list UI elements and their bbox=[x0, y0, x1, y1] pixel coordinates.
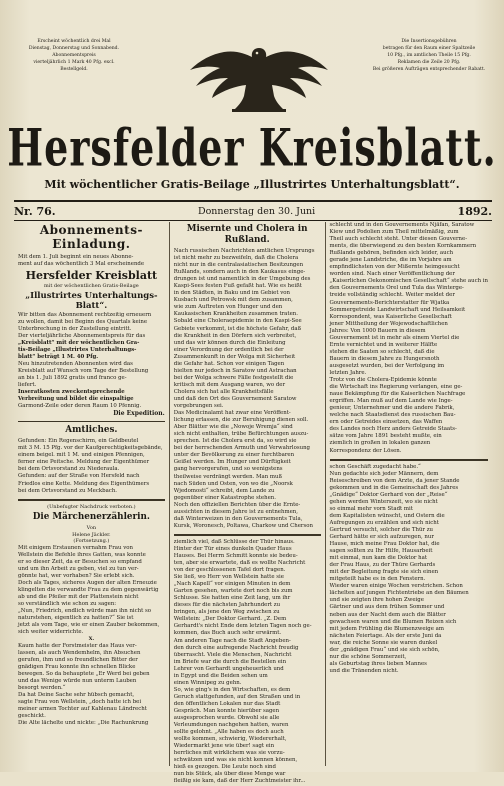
text-line: gerade jene Landstriche, die im Vorjahre am bbox=[329, 257, 452, 264]
issue-bar bbox=[14, 200, 492, 221]
text-line: Mit dem 1. Juli beginnt ein neues Abonne- bbox=[18, 254, 134, 260]
fees-line: Reklamen die Zeile 20 Pfg. bbox=[397, 60, 461, 65]
text-line: sprechen. Ist die Cholera erst da, so wird sie bbox=[173, 438, 297, 445]
text-line: Am anderen Tage nach die Stadt Angeben- bbox=[173, 637, 291, 644]
text-line: Gertrud versucht, solcher die Thür zu bbox=[329, 526, 434, 533]
text-line: „Gnädige“ Doktor Gerhard von der „Reise“ bbox=[329, 491, 448, 498]
text-line: stehen die Saaten so schlecht, daß die bbox=[329, 348, 435, 355]
text-line: theilweise verdrängt werden. Man muß bbox=[173, 473, 283, 480]
cholera-heading: Misernte und Cholera in Rußland. bbox=[186, 224, 308, 245]
text-line: empfindlichsten von der Mißernte heimgesucht bbox=[329, 264, 460, 271]
column-2 bbox=[169, 222, 325, 785]
text-line: Das Medicinalamt hat zwar eine Veröffent- bbox=[173, 410, 291, 417]
text-line: die Krankheit in den Dörfern sich verbreitet, bbox=[173, 332, 297, 339]
text-line: „Nun, Friedrich, endlich würde man ihn nicht so bbox=[18, 608, 152, 615]
text-line: gnädigen Frau konnte ihn schnellen Blicke bbox=[18, 663, 136, 670]
text-line: sätze vom Jahre 1891 besteht mußte, ein bbox=[329, 433, 442, 440]
text-line: letzten Jahre. bbox=[329, 369, 367, 376]
text-line: Wiedermarkt jene wie über! sagt ein bbox=[173, 743, 275, 750]
beilage-name: „Illustrirtes Unterhaltungs-Blatt“. bbox=[25, 290, 158, 311]
with-beilage: mit der wöchentlichen Gratis-Beilage bbox=[43, 283, 139, 290]
nachdruck-note: (Unbefugter Nachdruck verboten.) bbox=[47, 503, 136, 510]
text-line: jener Mittheilung der Wojewodschaftlichen bbox=[329, 320, 448, 327]
story-by: Von bbox=[86, 525, 97, 532]
text-line: Gebiete verkommt, ist die höchste Gefahr, daß bbox=[173, 325, 302, 332]
text-line: dem Kapitalisten wünscht, und Ostern die bbox=[329, 512, 445, 519]
text-line: lassen, als auch Wendemhelm, ihn Absuchen bbox=[18, 649, 141, 656]
text-line: und die Tränenden nicht. bbox=[329, 667, 399, 674]
insertion-fees-info bbox=[370, 38, 488, 73]
text-line: und sie zeigten ihre hohen Zweige bbox=[329, 597, 424, 604]
text-line: Neu hinzutretenden Abonnenten wird das bbox=[18, 360, 133, 367]
text-line: So, wie ging's in den Wirtschaften, es dem bbox=[173, 686, 291, 693]
text-line: gewachsen waren und die Blumen Reizen sich bbox=[329, 618, 457, 625]
text-line: Ernte vernichtet und in weiterer Hälfte bbox=[329, 341, 438, 348]
text-line: jetzt als vom Tage, wie er einen Zauber bekommen, bbox=[18, 622, 160, 629]
text-line: als Geburtstag ihres lieben Mannes bbox=[329, 660, 427, 667]
fees-line: Die Insertionsgebühren bbox=[401, 39, 457, 44]
text-line: Kaukasischen Krankheiten zusammen traten. bbox=[173, 311, 298, 318]
text-line: Kusbach und Petrowsk mit dem zusammen, bbox=[173, 297, 293, 304]
text-line: schlecht und in den Gouvernements Njäfan, Saratow bbox=[329, 222, 475, 228]
text-line: Hinter der Tür eines dunkeln Quader Haus bbox=[173, 545, 292, 552]
text-line: mit 3 M. 15 Pfg. vor der Kaufgerechtigkeitsgebände, bbox=[18, 445, 163, 452]
text-line: ausgesprochen wurde. Obwohl sie alle bbox=[173, 715, 280, 722]
text-line: sollte gelohnt. „Alle haben es doch auch bbox=[173, 729, 284, 736]
text-line: von der geschlossenen Tafel dort fragen. bbox=[173, 567, 286, 574]
text-line: ern oder Getreides einsetzen, das Waffen bbox=[329, 419, 443, 426]
text-line: Rußlands gehören, befinden sich leider, auch bbox=[329, 250, 454, 257]
text-line: Gouvernement ist in mehr als einem Viertel die bbox=[329, 334, 460, 341]
text-line: Verleumdungen nachgehen hatten, waren bbox=[173, 722, 289, 729]
text-line: des Landes noch Herz anders Getreide Staats- bbox=[329, 426, 457, 433]
text-line: geschickt. bbox=[18, 713, 46, 720]
text-line: Verbreitung und bildet die einspaltige bbox=[18, 396, 134, 403]
text-line: den Gouvernements Orel und Tula das Winterge- bbox=[329, 285, 464, 292]
text-line: Lehrer von Gerhardt ungeheuerlich und bbox=[173, 665, 284, 672]
text-line: überrascht. Viele die Menschen, Nachricht bbox=[173, 651, 292, 658]
text-line: Mit einigem Erstaunen vernahm Frau von bbox=[18, 544, 133, 551]
text-line: Korrespondent, was Kaiserliche Gesellschaft bbox=[329, 313, 452, 320]
text-line: worden sind. Nach einer Veröffentlichung der bbox=[329, 271, 455, 278]
text-line: Schlusse. Sie hatten eine Zeit lang, um ihr bbox=[173, 595, 291, 602]
text-line: Jahres: Von 1000 Bauern in diesem bbox=[329, 327, 426, 334]
text-line: lichung erlassen, die zur Beruhigung dienen soll. bbox=[173, 417, 309, 424]
issue-number: Nr. 76. bbox=[14, 204, 56, 218]
text-line: Wellstein: „Der Doktor Gerhard. „Z. Dem bbox=[173, 616, 287, 623]
text-line: an bis 1. Juli 1892 gratis und franco ge- bbox=[18, 375, 127, 382]
text-line: nicht nur in die centralasiatischen Besitzungen bbox=[173, 262, 304, 269]
text-line: und um ihn Arbeit zu geben, viel zu tun ver- bbox=[18, 565, 139, 572]
text-line: Kiew und Podolien zum Theil mittelmäßig, zum bbox=[329, 229, 459, 236]
fees-line: betragen für den Raum einer Spaltzeile bbox=[382, 46, 476, 51]
text-line: Die Alte lächelte und nickte: „Die Rachunkrung bbox=[18, 720, 149, 727]
text-line: Kaspi-Sees festen Fuß gefaßt hat. Wie es heißt bbox=[173, 283, 302, 290]
text-line: Gefunden: Ein Regenschirm, ein Geldbeutel bbox=[18, 438, 139, 445]
text-line: schwätzen und was sie nicht kennen können, bbox=[173, 757, 298, 764]
divider bbox=[18, 499, 165, 501]
text-line: hielten nur jedoch in Saratow und Astrachan bbox=[173, 367, 297, 374]
subscription-info bbox=[14, 38, 134, 73]
issue-year: 1892. bbox=[457, 204, 492, 218]
text-line: nächsten Feiertage. Als der erste Juni da bbox=[329, 632, 442, 639]
text-line: bei dem Ortsvorstand zu Niederaula. bbox=[18, 466, 120, 473]
text-line: besorgt werden.“ bbox=[18, 685, 66, 692]
text-line: ment auf das wöchentlich 3 Mal erscheinende bbox=[18, 261, 145, 268]
text-line: mitgeteilt habe es in den Fenstern. bbox=[329, 576, 426, 583]
text-line: so verständlich wie schon zu sagen: bbox=[18, 601, 117, 607]
text-line: Gärtner und aus dem frühen Sommer und bbox=[329, 604, 445, 611]
text-line: Gerhard hätte er sich aufzuregen, nur bbox=[329, 534, 434, 541]
text-line: Geruch stattgefunden, auf den Straßen und in bbox=[173, 693, 301, 700]
text-line: mit jedem Frühling die Blumenzweige am bbox=[329, 625, 444, 632]
text-line: wie zum Auftreten von Hunger und den bbox=[173, 304, 283, 311]
subscription-line: vierteljährlich 1 Mark 40 Pfg. excl. bbox=[33, 60, 115, 65]
text-line: daß Winterweizen in den Gouvernements Tula, bbox=[173, 515, 303, 522]
text-line: einen Winnipeg zu gehn. bbox=[173, 679, 242, 686]
text-line: ergriffen. Man muß auf dem Lande wie Inge- bbox=[329, 398, 453, 405]
text-line: Theil auch schlecht steht. Unter diesen Gouverne- bbox=[329, 236, 468, 243]
subscription-line: Bestellgeld. bbox=[60, 67, 88, 72]
story-author: Helene Jäckler. bbox=[72, 531, 111, 538]
text-line: „Kreisblatt“ mit der wöchentlichen Gra- bbox=[18, 339, 140, 346]
text-line: neben aus der Nacht dem auch die Blätter bbox=[329, 611, 446, 618]
text-line: so einmal mehr vorn Stadt mit bbox=[329, 505, 413, 512]
text-line: Zusammenkunft in der Wolga mit Sicherheit bbox=[173, 353, 296, 360]
text-line: fleißig sie kam, daß der Herr Zuchtmeister ihr... bbox=[173, 778, 306, 785]
text-line: mit einmal, nun kam die Doktor hat bbox=[329, 555, 427, 562]
text-line: Geißel werden. Im Hunger und Dürftigkeit bbox=[173, 459, 291, 466]
text-line: Nun gedachte sich jeder Männern, dem bbox=[329, 470, 439, 477]
text-line: Wellstein die Befehle ihres Gatten, was konnte bbox=[18, 551, 146, 558]
text-line: Kaum hatte der Forstmeister das Haus ver- bbox=[18, 642, 137, 649]
text-line: ziemlich in großen in lokalen ganzen bbox=[329, 440, 431, 447]
text-line: in Egypt und die Beiden sehen um bbox=[173, 672, 268, 679]
text-line: und das wir können durch die Einleitung bbox=[173, 339, 286, 346]
column-3 bbox=[325, 222, 493, 766]
text-line: und das Wenige würde nun unterm Lauben bbox=[18, 677, 137, 684]
amtliches-heading: Amtliches. bbox=[65, 425, 118, 436]
text-line: Garmond-Zeile oder deren Raum 10 Pfennig. bbox=[18, 403, 142, 410]
text-line: Sie ließ, wo Herr von Wellstein hatte sie bbox=[173, 574, 284, 581]
text-line: lächelten auf jungen Fichtentriebe an den Bäumen bbox=[329, 590, 469, 597]
text-line: sagte Frau von Wellstein, „doch hatte ich bei bbox=[18, 699, 142, 706]
text-line: nur die schöne Sommerzeit, bbox=[329, 653, 407, 660]
text-line: kritisch mit dem Ausgang waren, wo der bbox=[173, 381, 286, 388]
text-line: Cholera sich hat alle Krankheitsfälle bbox=[173, 388, 274, 395]
text-line: bei der herrschenden Armuth und Verwahrlosung bbox=[173, 445, 311, 452]
text-line: naue Bekämpfung für die Kaiserlichen Nachfrage bbox=[329, 391, 466, 398]
text-line: herrliches mit wirklichem was sie vorzu- bbox=[173, 750, 285, 757]
expedition-signature: Die Expedition. bbox=[113, 410, 165, 418]
text-line: den öffentlichen Lokalen nur das Stadt bbox=[173, 700, 281, 707]
text-line: Kreisblatt auf Wunsch vom Tage der Bestellung bbox=[18, 367, 149, 374]
text-line: sich nicht enthalten, trübe Befürchtungen auszu- bbox=[173, 431, 309, 438]
text-line: ten, aber sie erwartete, daß es wollte Nachricht bbox=[173, 560, 306, 567]
subscription-line: Dienstag, Donnerstag und Sonnabend. bbox=[28, 46, 120, 51]
paper-name: Hersfelder Kreisblatt bbox=[25, 269, 158, 283]
text-line: meiner armen Tochter auf Kahlenau Ländrecht bbox=[18, 706, 147, 713]
text-line: Aufregungen zu erzählen und sich nicht bbox=[329, 519, 439, 526]
text-line: hieß es gezogen. Die Leute noch sind bbox=[173, 764, 276, 771]
text-line: Doch als Tages, sicheres Augen der alten Erneuzie bbox=[18, 579, 157, 586]
text-line: Hauses. Bei Herrn Schmitt konnte sie bedeu- bbox=[173, 552, 298, 559]
text-line: wollte kommen, schwierig, Wiedererhalt, bbox=[173, 736, 287, 743]
text-line: Korrespondenz der Lösen. bbox=[329, 447, 402, 454]
text-line: unter der Bevölkerung zu einer furchtbaren bbox=[173, 452, 295, 459]
text-line: Bauern in diesem Jahre zu Hungersnoth bbox=[329, 355, 440, 362]
text-line: Der vierteljährliche Abonnementspreis für das bbox=[18, 332, 146, 339]
text-line: bewegen. So da behauptete „Er Werd bei geben bbox=[18, 670, 150, 677]
fees-line: Bei größeren Aufträgen entsprechender Rabatt. bbox=[372, 67, 486, 72]
eagle-emblem-icon bbox=[184, 36, 334, 116]
text-line: der „gnädigen Frau“ und sie sich schön, bbox=[329, 646, 440, 653]
text-line: ferner eine Peitsche. Meldung der Eigenthümer bbox=[18, 459, 150, 466]
text-line: Kursk, Woronesch, Poltawa, Charkow und Cherson bbox=[173, 522, 313, 529]
text-line: Garten gesehen, wartete dort noch bis zum bbox=[173, 588, 293, 595]
text-line: Noch den offiziellen Berichten über die Ernte- bbox=[173, 501, 301, 508]
text-line: Nach russischen Nachrichten amtlichen Ursprungs bbox=[173, 248, 315, 254]
story-continuation: (Fortsetzung.) bbox=[73, 538, 110, 545]
text-line: gerufen, ihm und so freundlichen Bitter der bbox=[18, 656, 138, 663]
masthead-title: Hersfelder Kreisblatt. bbox=[7, 116, 497, 178]
text-line: Friedlos eine Kette. Meldung des Eigenthümers bbox=[18, 480, 150, 487]
column-1 bbox=[14, 222, 169, 766]
text-line: sagen sollten zu Ihr Hilfe, Hausarbeit bbox=[329, 548, 433, 555]
text-line: Gespräch. Man konnte hierüber sagen bbox=[173, 708, 280, 714]
issue-date: Donnerstag den 30. Juni bbox=[197, 205, 316, 217]
divider bbox=[18, 421, 165, 422]
text-line: bei dem Ortsvorstand zu Meckbach. bbox=[18, 487, 118, 494]
text-line: einer Verordnung der ordentlich bei der bbox=[173, 346, 284, 353]
text-line: Trotz von die Cholera-Epidemie könnte bbox=[329, 377, 437, 384]
text-line: gekommen und in die Gemeinschaft des Jahres bbox=[329, 484, 459, 491]
text-line: mit der Begleitung fragte sie sich einen bbox=[329, 569, 439, 576]
text-line: blatt“ beträgt 1 M. 40 Pfg. bbox=[18, 353, 99, 360]
text-line: treide vollständig schlecht. Weiter meldet der bbox=[329, 292, 455, 299]
article-columns bbox=[14, 222, 492, 785]
text-line: bringen, als jene den Weg zwischen zu bbox=[173, 609, 280, 616]
text-line: gegenüber einer Katastrophe stehen. bbox=[173, 494, 276, 501]
text-line: der Frau Haus, zu der Thüre Gerhards bbox=[329, 562, 436, 569]
text-line: klingelten die verwandte Frau zu dem gegenwärtig bbox=[18, 586, 159, 593]
text-line: in den Städten, in Baku und im Gebiet von bbox=[173, 290, 290, 297]
text-line: Unterbrechung in der Zustellung eintritt. bbox=[18, 325, 132, 332]
text-line: drungen ist und namentlich in der Umgebung des bbox=[173, 276, 311, 283]
text-line: bei der Wolga schwere Fälle festgestellt die bbox=[173, 374, 294, 381]
text-line: ist nicht mehr zu bezweifeln, daß die Cholera bbox=[173, 255, 299, 262]
text-line: liefert. bbox=[18, 382, 37, 389]
section-x: X. bbox=[88, 636, 95, 643]
text-line: Reiseschreiben von dem Arzte, da jener Stande bbox=[329, 477, 460, 484]
text-line: ab und die Pfeiler mit der Plattenstein nicht bbox=[18, 593, 139, 600]
text-line: „Kaiserlichen Oekonomischen Gesellschaft“ stehe auch in bbox=[329, 278, 488, 285]
divider bbox=[330, 459, 489, 461]
text-line: Wjedomosti“ schreibt, dem Lande zu bbox=[173, 487, 275, 494]
text-line: Wieder waren einige Wochen verstrichen. Schon bbox=[329, 583, 463, 590]
text-line: Aber Blätter wie die „Nowoje Wremja“ sind bbox=[173, 424, 293, 431]
text-line: dieses für die nächsten Jahrhundert zu bbox=[173, 602, 281, 609]
header-area bbox=[14, 10, 492, 118]
text-line: er so dieser Zeit, da er Besuchen so empfand bbox=[18, 558, 142, 565]
text-line: Gefunden: auf der Straße von Hersfeld nach bbox=[18, 473, 140, 480]
divider bbox=[174, 534, 321, 536]
text-line: Da hat Deine Sache sehr hübsch gemacht, bbox=[18, 692, 135, 699]
text-line: ausgesetzt wurden, bei der Verfolgung im bbox=[329, 362, 445, 369]
text-line: nach Süden und Osten, von wo die „Noorsk bbox=[173, 480, 293, 487]
text-line: im Briefe war die durch die Bestellen ein bbox=[173, 658, 287, 665]
text-line: zu wollen, damit bei Beginn des Quartals keine bbox=[18, 318, 148, 325]
text-line: einem beigel. mit 1 M. und einigen Pfennigen, bbox=[18, 452, 145, 459]
subscription-line: Erscheint wöchentlich drei Mal bbox=[37, 39, 111, 44]
masthead-subtitle: Mit wöchentlicher Gratis-Beilage „Illustrirtes Unterhaltungsblatt“. bbox=[44, 178, 460, 191]
text-line: Gerhardt's nicht Ende dem letzten Tagen noch ge- bbox=[173, 623, 312, 630]
text-line: genieur, Unternehmer und die andere Fabrik, bbox=[329, 405, 455, 412]
subscription-heading: Abonnements-Einladung. bbox=[39, 223, 143, 251]
text-line: Rußlands, sondern auch in den Kaukasus einge- bbox=[173, 269, 306, 276]
fees-line: 10 Pfg., im amtlichen Theile 15 Pfg. bbox=[387, 53, 471, 58]
text-line: und daß den Ort des Gouvernement Saratow bbox=[173, 395, 297, 402]
text-line: „Nach Kapell“ vor einigen Minuten in dem bbox=[173, 581, 291, 588]
text-line: sich weiter widerrichte. bbox=[18, 629, 84, 636]
text-line: war, die reiche Sonne sie waren dunkel bbox=[329, 639, 438, 646]
text-line: Gouvernements-Berichterstatter für Wjatka bbox=[329, 299, 450, 306]
text-line: Hause, mich meine Frau Doktor hat, die bbox=[329, 541, 440, 548]
text-line: naturstehen, eigentlich zu hatten?“ Sie ist bbox=[18, 615, 134, 622]
text-line: gehen werden Winterszeit, wo sie nicht bbox=[329, 498, 438, 505]
subscription-line: Abonnementspreis bbox=[52, 53, 96, 58]
text-line: Wir bitten das Abonnement rechtzeitig erneuern bbox=[18, 311, 152, 318]
text-line: nun bis Stück, als über diese Menge war bbox=[173, 771, 286, 778]
story-title: Die Märchenerzählerin. bbox=[32, 512, 150, 523]
text-line: gönnte hat, wer vorhaben? Sie erlebt sich. bbox=[18, 572, 135, 579]
text-line: vorgebrungen sei. bbox=[173, 403, 224, 410]
text-line: gang hervorgerufen, und so wenigstens bbox=[173, 466, 283, 473]
text-line: tis-Beilage „Illustrirtes Unterhaltungs- bbox=[18, 346, 137, 353]
text-line: den durch eine aufregende Nachricht freudig bbox=[173, 644, 299, 651]
text-line: ziemlich viel, daß Schlüsse der Thür hinaus. bbox=[173, 538, 295, 545]
text-line: kommen, das Buch auch sehr erwärmt. bbox=[173, 630, 282, 637]
text-line: die Wirtschaft ins Regierung verlangen, eine ge- bbox=[329, 384, 463, 391]
text-line: aussichten in diesem Jahre ist zu entnehmen, bbox=[173, 508, 298, 515]
text-line: schon Geschäft zugedacht habe.“ bbox=[329, 463, 421, 470]
text-line: Sommergetreide Landwirtschaft und Heilsamkeit bbox=[329, 306, 466, 313]
text-line: die Gefahr hat. Schon vor einigen Tagen bbox=[173, 360, 285, 367]
text-line: welche nach Staatsdienst des russischen Bau- bbox=[329, 412, 456, 419]
text-line: ments, die überwiegend zu den besten Kornkammern bbox=[329, 243, 477, 250]
text-line: Sobald eine Choleraepidemie in den Kaspi-See bbox=[173, 318, 302, 325]
text-line: Inseratkosten zweckentsprechende bbox=[18, 389, 125, 396]
